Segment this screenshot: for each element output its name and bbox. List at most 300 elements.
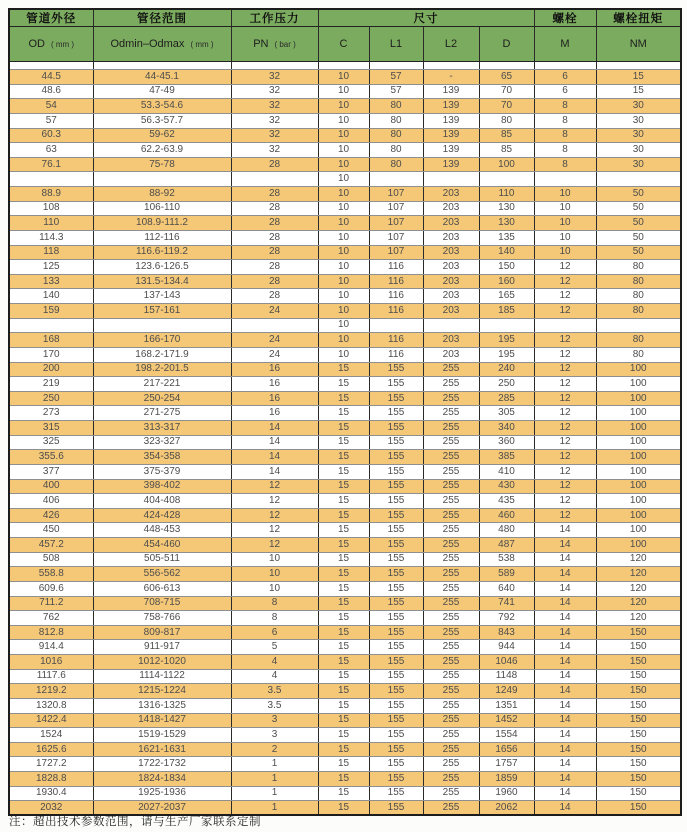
table-cell: 1727.2 bbox=[9, 757, 93, 772]
table-cell: 1249 bbox=[479, 684, 534, 699]
table-cell: 14 bbox=[534, 581, 596, 596]
table-cell: 2032 bbox=[9, 801, 93, 816]
table-cell: 1859 bbox=[479, 772, 534, 787]
pipe-spec-table bbox=[8, 8, 682, 816]
table-cell: 3 bbox=[231, 713, 318, 728]
empty-row bbox=[9, 62, 681, 70]
table-cell: 255 bbox=[423, 450, 479, 465]
table-cell: 792 bbox=[479, 611, 534, 626]
table-cell: 139 bbox=[423, 99, 479, 114]
table-cell: 15 bbox=[596, 84, 681, 99]
table-cell: 15 bbox=[318, 508, 369, 523]
table-row bbox=[9, 742, 681, 757]
table-cell: 12 bbox=[231, 538, 318, 553]
table-cell: 255 bbox=[423, 684, 479, 699]
table-cell: 14 bbox=[534, 772, 596, 787]
table-cell: 1418-1427 bbox=[93, 713, 231, 728]
table-cell: 10 bbox=[318, 230, 369, 245]
table-cell: 14 bbox=[534, 801, 596, 816]
table-cell: 4 bbox=[231, 655, 318, 670]
table-cell: 60.3 bbox=[9, 128, 93, 143]
table-cell: 14 bbox=[231, 421, 318, 436]
table-row bbox=[9, 669, 681, 684]
table-cell: 1422.4 bbox=[9, 713, 93, 728]
table-cell: 150 bbox=[596, 772, 681, 787]
table-cell: 240 bbox=[479, 362, 534, 377]
table-cell: 15 bbox=[318, 391, 369, 406]
table-cell: 100 bbox=[596, 435, 681, 450]
table-cell bbox=[534, 318, 596, 333]
table-cell: 75-78 bbox=[93, 157, 231, 172]
table-cell: 12 bbox=[534, 377, 596, 392]
table-cell: 10 bbox=[534, 245, 596, 260]
table-row bbox=[9, 99, 681, 114]
table-cell: 159 bbox=[9, 304, 93, 319]
table-cell: 424-428 bbox=[93, 508, 231, 523]
table-cell: 195 bbox=[479, 347, 534, 362]
header-bolt-torque: 螺栓扭矩 bbox=[596, 9, 681, 27]
table-cell: 50 bbox=[596, 245, 681, 260]
table-cell: 32 bbox=[231, 84, 318, 99]
unit-label: ( bar ) bbox=[274, 40, 296, 49]
table-cell: 15 bbox=[318, 728, 369, 743]
table-cell: 139 bbox=[423, 84, 479, 99]
table-cell: 116 bbox=[369, 260, 423, 275]
table-cell: 6 bbox=[534, 70, 596, 85]
table-cell: 15 bbox=[318, 611, 369, 626]
table-row bbox=[9, 128, 681, 143]
table-header bbox=[9, 9, 681, 62]
table-cell: 12 bbox=[534, 508, 596, 523]
table-cell: 203 bbox=[423, 187, 479, 202]
table-cell: 14 bbox=[534, 698, 596, 713]
table-cell: 195 bbox=[479, 333, 534, 348]
subheader-l2: L2 bbox=[423, 27, 479, 62]
table-cell: 106-110 bbox=[93, 201, 231, 216]
table-cell: 12 bbox=[534, 494, 596, 509]
table-cell: 3.5 bbox=[231, 698, 318, 713]
table-cell: 155 bbox=[369, 508, 423, 523]
table-cell: 85 bbox=[479, 128, 534, 143]
table-cell: 116 bbox=[369, 347, 423, 362]
table-row bbox=[9, 421, 681, 436]
table-cell: 1219.2 bbox=[9, 684, 93, 699]
table-cell: 150 bbox=[596, 640, 681, 655]
table-cell: 28 bbox=[231, 230, 318, 245]
table-cell bbox=[534, 172, 596, 187]
table-cell: 14 bbox=[231, 435, 318, 450]
table-cell bbox=[231, 62, 318, 70]
table-cell: 255 bbox=[423, 801, 479, 816]
table-cell: 606-613 bbox=[93, 581, 231, 596]
table-cell: 108.9-111.2 bbox=[93, 216, 231, 231]
table-cell: 15 bbox=[318, 596, 369, 611]
table-cell: 323-327 bbox=[93, 435, 231, 450]
table-cell: 168 bbox=[9, 333, 93, 348]
table-cell: 450 bbox=[9, 523, 93, 538]
table-cell: 10 bbox=[318, 113, 369, 128]
table-cell: 80 bbox=[369, 157, 423, 172]
table-cell: 255 bbox=[423, 611, 479, 626]
table-cell: 8 bbox=[534, 99, 596, 114]
table-cell: 10 bbox=[318, 260, 369, 275]
table-cell bbox=[9, 172, 93, 187]
table-row bbox=[9, 377, 681, 392]
table-cell: 107 bbox=[369, 187, 423, 202]
table-cell: 12 bbox=[534, 435, 596, 450]
table-cell: 14 bbox=[534, 567, 596, 582]
table-cell: 155 bbox=[369, 391, 423, 406]
table-cell: 10 bbox=[534, 216, 596, 231]
table-cell: 125 bbox=[9, 260, 93, 275]
table-cell: 404-408 bbox=[93, 494, 231, 509]
table-cell: 708-715 bbox=[93, 596, 231, 611]
table-cell: 80 bbox=[596, 347, 681, 362]
table-cell: 203 bbox=[423, 333, 479, 348]
table-cell: 15 bbox=[318, 698, 369, 713]
table-cell: 914.4 bbox=[9, 640, 93, 655]
subheader-nm: NM bbox=[596, 27, 681, 62]
header-working-pressure: 工作压力 bbox=[231, 9, 318, 27]
table-cell: 377 bbox=[9, 464, 93, 479]
table-cell: 812.8 bbox=[9, 625, 93, 640]
table-cell: 150 bbox=[596, 669, 681, 684]
table-cell: 155 bbox=[369, 377, 423, 392]
table-cell: 15 bbox=[318, 640, 369, 655]
subheader-c: C bbox=[318, 27, 369, 62]
table-cell bbox=[369, 318, 423, 333]
table-cell bbox=[534, 62, 596, 70]
table-cell: 32 bbox=[231, 113, 318, 128]
table-cell bbox=[596, 62, 681, 70]
table-cell: 14 bbox=[534, 786, 596, 801]
table-cell: 255 bbox=[423, 421, 479, 436]
table-cell: 10 bbox=[231, 567, 318, 582]
table-cell bbox=[479, 172, 534, 187]
table-cell: 273 bbox=[9, 406, 93, 421]
table-cell: 28 bbox=[231, 157, 318, 172]
table-cell: 14 bbox=[534, 669, 596, 684]
table-cell: 150 bbox=[596, 655, 681, 670]
table-cell: 255 bbox=[423, 362, 479, 377]
table-cell: 305 bbox=[479, 406, 534, 421]
table-cell: 150 bbox=[596, 698, 681, 713]
table-cell: 400 bbox=[9, 479, 93, 494]
table-cell: 398-402 bbox=[93, 479, 231, 494]
table-cell: 15 bbox=[318, 713, 369, 728]
table-cell bbox=[369, 62, 423, 70]
footer-note: 注：超出技术参数范围，请与生产厂家联系定制 bbox=[9, 816, 261, 828]
table-cell: 88.9 bbox=[9, 187, 93, 202]
table-cell: 140 bbox=[479, 245, 534, 260]
table-cell: 360 bbox=[479, 435, 534, 450]
table-cell: 255 bbox=[423, 406, 479, 421]
table-cell bbox=[93, 318, 231, 333]
table-cell: 203 bbox=[423, 201, 479, 216]
table-cell: 15 bbox=[318, 421, 369, 436]
table-cell: 762 bbox=[9, 611, 93, 626]
table-cell: 10 bbox=[318, 201, 369, 216]
table-cell: 1016 bbox=[9, 655, 93, 670]
table-cell: 944 bbox=[479, 640, 534, 655]
table-cell: 15 bbox=[596, 70, 681, 85]
table-cell: 185 bbox=[479, 304, 534, 319]
table-cell: 203 bbox=[423, 289, 479, 304]
table-cell: 15 bbox=[318, 786, 369, 801]
table-cell: 155 bbox=[369, 362, 423, 377]
table-cell bbox=[9, 62, 93, 70]
table-cell: 10 bbox=[318, 245, 369, 260]
table-cell: 155 bbox=[369, 611, 423, 626]
table-cell: 10 bbox=[231, 581, 318, 596]
table-cell: 8 bbox=[534, 143, 596, 158]
table-cell: 255 bbox=[423, 596, 479, 611]
table-cell: 255 bbox=[423, 728, 479, 743]
table-cell: 203 bbox=[423, 245, 479, 260]
table-cell: 80 bbox=[479, 113, 534, 128]
table-row bbox=[9, 157, 681, 172]
table-cell: 589 bbox=[479, 567, 534, 582]
table-cell: 1925-1936 bbox=[93, 786, 231, 801]
table-cell: 758-766 bbox=[93, 611, 231, 626]
table-cell: 157-161 bbox=[93, 304, 231, 319]
table-cell: 70 bbox=[479, 99, 534, 114]
table-cell: 30 bbox=[596, 99, 681, 114]
table-cell: 609.6 bbox=[9, 581, 93, 596]
table-cell bbox=[369, 172, 423, 187]
table-cell: 118 bbox=[9, 245, 93, 260]
table-cell: 133 bbox=[9, 274, 93, 289]
table-cell: 80 bbox=[596, 333, 681, 348]
table-cell: 12 bbox=[534, 304, 596, 319]
table-cell: 14 bbox=[534, 684, 596, 699]
table-cell: 116.6-119.2 bbox=[93, 245, 231, 260]
table-cell: 2 bbox=[231, 742, 318, 757]
table-cell: 313-317 bbox=[93, 421, 231, 436]
table-cell: 155 bbox=[369, 479, 423, 494]
table-cell: 28 bbox=[231, 187, 318, 202]
table-row bbox=[9, 494, 681, 509]
table-cell: 139 bbox=[423, 157, 479, 172]
header-group-row bbox=[9, 9, 681, 27]
table-row bbox=[9, 289, 681, 304]
table-cell: - bbox=[423, 70, 479, 85]
table-row bbox=[9, 216, 681, 231]
table-cell: 10 bbox=[318, 128, 369, 143]
table-cell: 1625.6 bbox=[9, 742, 93, 757]
unit-label: ( mm ) bbox=[190, 40, 214, 49]
table-cell: 14 bbox=[534, 611, 596, 626]
table-cell: 538 bbox=[479, 552, 534, 567]
table-cell: 155 bbox=[369, 772, 423, 787]
table-cell: 100 bbox=[596, 508, 681, 523]
table-cell bbox=[423, 172, 479, 187]
table-cell: 100 bbox=[479, 157, 534, 172]
table-cell: 15 bbox=[318, 669, 369, 684]
header-pipe-od: 管道外径 bbox=[9, 9, 93, 27]
table-cell: 14 bbox=[534, 523, 596, 538]
table-cell: 85 bbox=[479, 143, 534, 158]
table-cell: 57 bbox=[9, 113, 93, 128]
table-cell: 505-511 bbox=[93, 552, 231, 567]
table-cell: 457.2 bbox=[9, 538, 93, 553]
table-cell: 140 bbox=[9, 289, 93, 304]
table-cell: 255 bbox=[423, 698, 479, 713]
table-row bbox=[9, 786, 681, 801]
table-row bbox=[9, 684, 681, 699]
table-cell: 375-379 bbox=[93, 464, 231, 479]
table-cell: 255 bbox=[423, 655, 479, 670]
table-cell: 76.1 bbox=[9, 157, 93, 172]
table-row bbox=[9, 728, 681, 743]
table-row bbox=[9, 113, 681, 128]
table-cell: 57 bbox=[369, 84, 423, 99]
table-cell: 12 bbox=[534, 333, 596, 348]
subheader-od: OD ( mm ) bbox=[9, 27, 93, 62]
table-cell: 44-45.1 bbox=[93, 70, 231, 85]
table-cell: 100 bbox=[596, 362, 681, 377]
table-cell: 10 bbox=[318, 187, 369, 202]
table-cell: 15 bbox=[318, 450, 369, 465]
table-cell: 150 bbox=[596, 713, 681, 728]
table-cell: 15 bbox=[318, 377, 369, 392]
table-cell: 50 bbox=[596, 201, 681, 216]
table-cell: 255 bbox=[423, 435, 479, 450]
table-cell: 12 bbox=[534, 421, 596, 436]
table-cell: 155 bbox=[369, 625, 423, 640]
table-cell: 155 bbox=[369, 523, 423, 538]
table-cell: 10 bbox=[318, 84, 369, 99]
table-cell: 116 bbox=[369, 333, 423, 348]
table-cell: 28 bbox=[231, 274, 318, 289]
table-cell: 12 bbox=[534, 479, 596, 494]
table-cell: 155 bbox=[369, 464, 423, 479]
table-cell: 28 bbox=[231, 289, 318, 304]
table-cell: 150 bbox=[596, 742, 681, 757]
table-cell: 65 bbox=[479, 70, 534, 85]
table-cell: 14 bbox=[231, 450, 318, 465]
table-cell: 255 bbox=[423, 772, 479, 787]
table-cell: 14 bbox=[534, 655, 596, 670]
table-cell: 63 bbox=[9, 143, 93, 158]
table-cell: 12 bbox=[534, 464, 596, 479]
table-cell: 12 bbox=[534, 347, 596, 362]
table-cell: 1148 bbox=[479, 669, 534, 684]
subheader-l1: L1 bbox=[369, 27, 423, 62]
table-cell: 155 bbox=[369, 757, 423, 772]
table-cell: 12 bbox=[534, 406, 596, 421]
table-cell: 1 bbox=[231, 757, 318, 772]
table-cell: 155 bbox=[369, 669, 423, 684]
table-cell: 120 bbox=[596, 567, 681, 582]
table-cell: 50 bbox=[596, 230, 681, 245]
table-cell: 15 bbox=[318, 479, 369, 494]
table-cell: 1 bbox=[231, 801, 318, 816]
table-cell: 10 bbox=[534, 187, 596, 202]
table-cell: 155 bbox=[369, 406, 423, 421]
table-cell: 6 bbox=[231, 625, 318, 640]
table-cell: 150 bbox=[596, 757, 681, 772]
table-cell: 12 bbox=[231, 494, 318, 509]
table-cell bbox=[596, 172, 681, 187]
table-cell: 315 bbox=[9, 421, 93, 436]
table-cell: 15 bbox=[318, 742, 369, 757]
table-cell: 155 bbox=[369, 494, 423, 509]
table-cell: 32 bbox=[231, 99, 318, 114]
table-cell: 460 bbox=[479, 508, 534, 523]
header-bolt: 螺栓 bbox=[534, 9, 596, 27]
table-cell: 28 bbox=[231, 201, 318, 216]
table-cell: 48.6 bbox=[9, 84, 93, 99]
table-cell: 1114-1122 bbox=[93, 669, 231, 684]
table-row bbox=[9, 143, 681, 158]
table-cell bbox=[479, 318, 534, 333]
table-cell: 14 bbox=[534, 538, 596, 553]
subheader-pn: PN ( bar ) bbox=[231, 27, 318, 62]
table-cell: 155 bbox=[369, 552, 423, 567]
table-cell: 5 bbox=[231, 640, 318, 655]
table-cell: 150 bbox=[596, 801, 681, 816]
table-cell: 10 bbox=[231, 552, 318, 567]
table-cell: 250 bbox=[9, 391, 93, 406]
table-cell: 15 bbox=[318, 435, 369, 450]
table-cell: 80 bbox=[596, 304, 681, 319]
table-cell: 14 bbox=[534, 728, 596, 743]
table-cell: 30 bbox=[596, 128, 681, 143]
table-cell: 15 bbox=[318, 538, 369, 553]
table-cell: 430 bbox=[479, 479, 534, 494]
table-row bbox=[9, 713, 681, 728]
table-cell: 911-917 bbox=[93, 640, 231, 655]
table-cell: 16 bbox=[231, 391, 318, 406]
table-cell: 107 bbox=[369, 216, 423, 231]
table-cell: 155 bbox=[369, 713, 423, 728]
table-cell: 203 bbox=[423, 260, 479, 275]
table-cell: 53.3-54.6 bbox=[93, 99, 231, 114]
table-cell: 59-62 bbox=[93, 128, 231, 143]
table-cell: 12 bbox=[231, 508, 318, 523]
table-cell: 454-460 bbox=[93, 538, 231, 553]
table-cell: 8 bbox=[231, 611, 318, 626]
table-cell: 8 bbox=[534, 113, 596, 128]
table-cell: 120 bbox=[596, 581, 681, 596]
table-cell: 255 bbox=[423, 391, 479, 406]
table-cell: 255 bbox=[423, 786, 479, 801]
table-cell: 15 bbox=[318, 362, 369, 377]
table-cell: 10 bbox=[318, 99, 369, 114]
table-cell: 100 bbox=[596, 538, 681, 553]
table-cell: 32 bbox=[231, 128, 318, 143]
table-cell: 255 bbox=[423, 552, 479, 567]
table-cell: 80 bbox=[596, 260, 681, 275]
table-row bbox=[9, 70, 681, 85]
table-cell: 120 bbox=[596, 552, 681, 567]
table-cell: 15 bbox=[318, 772, 369, 787]
table-row bbox=[9, 230, 681, 245]
table-cell: 116 bbox=[369, 304, 423, 319]
table-row bbox=[9, 772, 681, 787]
table-cell: 285 bbox=[479, 391, 534, 406]
table-cell: 1621-1631 bbox=[93, 742, 231, 757]
table-cell: 255 bbox=[423, 713, 479, 728]
table-cell bbox=[423, 318, 479, 333]
table-cell: 155 bbox=[369, 581, 423, 596]
table-row bbox=[9, 640, 681, 655]
table-row bbox=[9, 84, 681, 99]
table-cell bbox=[231, 172, 318, 187]
table-cell: 15 bbox=[318, 406, 369, 421]
table-cell: 10 bbox=[534, 230, 596, 245]
